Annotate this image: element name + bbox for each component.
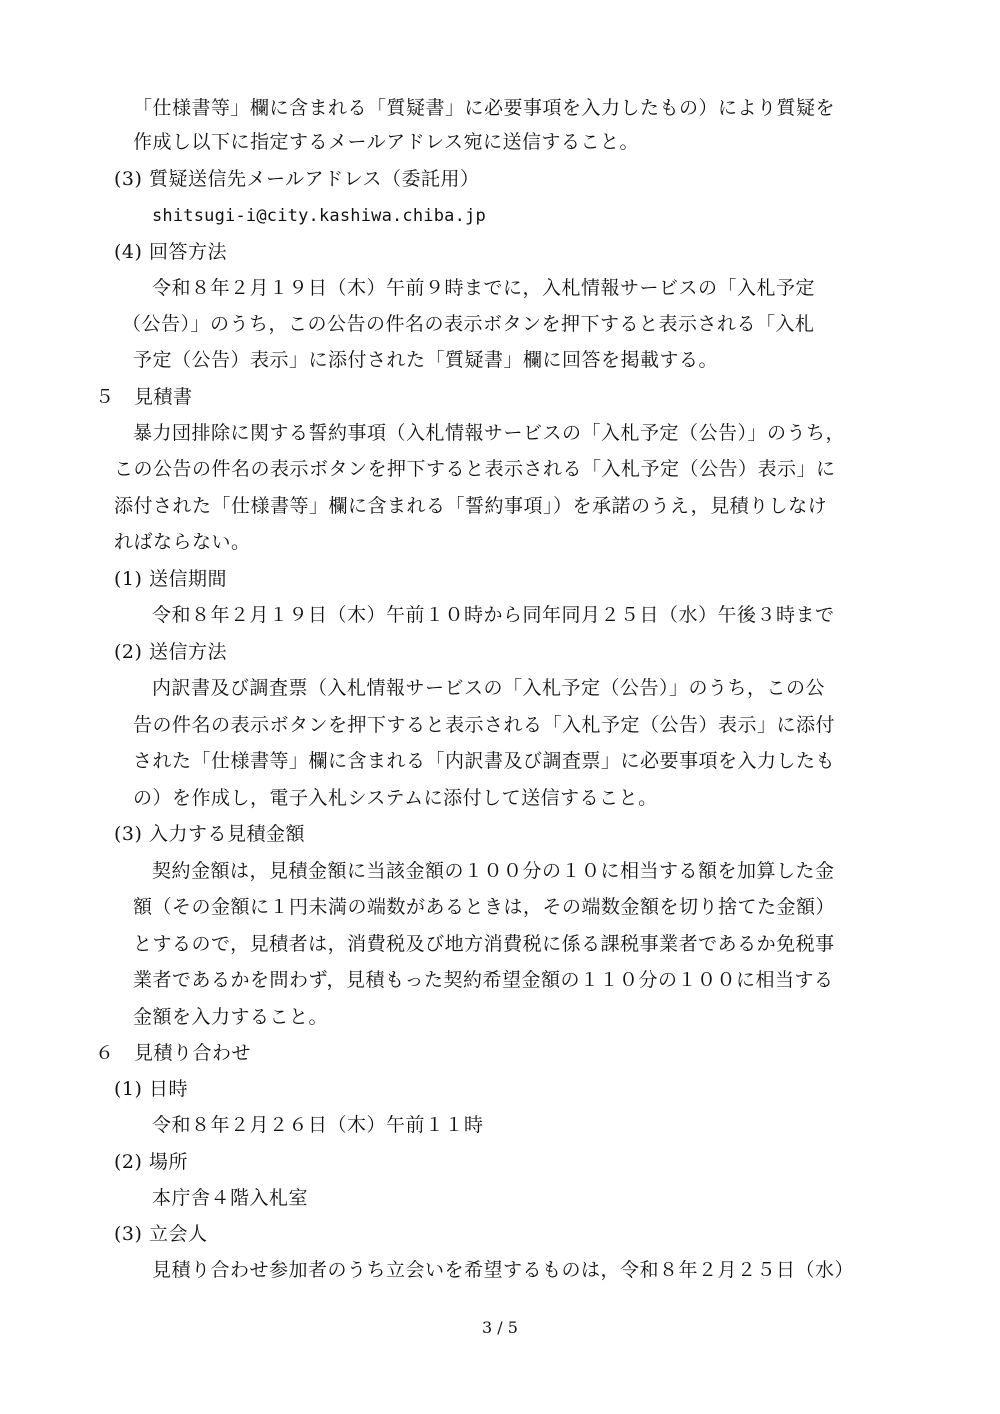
body-text-line: された「仕様書等」欄に含まれる「内訳書及び調査票」に必要事項を入力したも (133, 750, 836, 772)
subsection-heading: (1) 日時 (114, 1078, 188, 1100)
body-text-line: 「仕様書等」欄に含まれる「質疑書」に必要事項を入力したもの）により質疑を (133, 97, 836, 119)
body-text-line: （公告）」のうち，この公告の件名の表示ボタンを押下すると表示される「入札 (122, 313, 815, 335)
body-text-line: ればならない。 (114, 531, 251, 553)
body-text-line: の）を作成し，電子入札システムに添付して送信すること。 (133, 787, 658, 809)
body-text-line: 本庁舎４階入札室 (152, 1187, 309, 1209)
body-text-line: 業者であるかを問わず，見積もった契約希望金額の１１０分の１００に相当する (133, 969, 834, 991)
email-address: shitsugi-i@city.kashiwa.chiba.jp (152, 206, 486, 226)
section-heading: ５ 見積書 (95, 386, 193, 408)
subsection-heading: (1) 送信期間 (114, 568, 227, 590)
body-text-line: 予定（公告）表示」に添付された「質疑書」欄に回答を掲載する。 (133, 349, 719, 371)
subsection-heading: (4) 回答方法 (114, 241, 227, 263)
subsection-heading: (2) 場所 (114, 1151, 188, 1173)
page-number: 3 / 5 (482, 1318, 518, 1337)
body-text-line: 作成し以下に指定するメールアドレス宛に送信すること。 (133, 131, 640, 153)
body-text-line: 金額を入力すること。 (133, 1006, 329, 1028)
body-text-line: 令和８年２月１９日（木）午前９時までに，入札情報サービスの「入札予定 (152, 277, 816, 299)
subsection-heading: (2) 送信方法 (114, 641, 227, 663)
body-text-line: 告の件名の表示ボタンを押下すると表示される「入札予定（公告）表示」に添付 (133, 714, 836, 736)
body-text-line: 令和８年２月１９日（木）午前１０時から同年同月２５日（水）午後３時まで (152, 604, 835, 626)
body-text-line: 契約金額は，見積金額に当該金額の１００分の１０に相当する額を加算した金 (152, 860, 835, 882)
subsection-heading: (3) 入力する見積金額 (114, 823, 305, 845)
body-text-line: この公告の件名の表示ボタンを押下すると表示される「入札予定（公告）表示」に (114, 458, 836, 480)
body-text-line: 暴力団排除に関する誓約事項（入札情報サービスの「入札予定（公告）」のうち， (133, 422, 846, 444)
body-text-line: 令和８年２月２６日（木）午前１１時 (152, 1114, 484, 1136)
section-heading: ６ 見積り合わせ (95, 1042, 252, 1064)
subsection-heading: (3) 立会人 (114, 1223, 208, 1245)
subsection-heading: (3) 質疑送信先メールアドレス（委託用） (114, 168, 480, 190)
body-text-line: 内訳書及び調査票（入札情報サービスの「入札予定（公告）」のうち，この公 (152, 677, 826, 699)
body-text-line: とするので，見積者は，消費税及び地方消費税に係る課税事業者であるか免税事 (133, 933, 835, 955)
body-text-line: 見積り合わせ参加者のうち立会いを希望するものは，令和８年２月２５日（水） (152, 1259, 855, 1281)
body-text-line: 額（その金額に１円未満の端数があるときは，その端数金額を切り捨てた金額） (133, 896, 836, 918)
body-text-line: 添付された「仕様書等」欄に含まれる「誓約事項」）を承諾のうえ，見積りしなけ (114, 495, 828, 517)
